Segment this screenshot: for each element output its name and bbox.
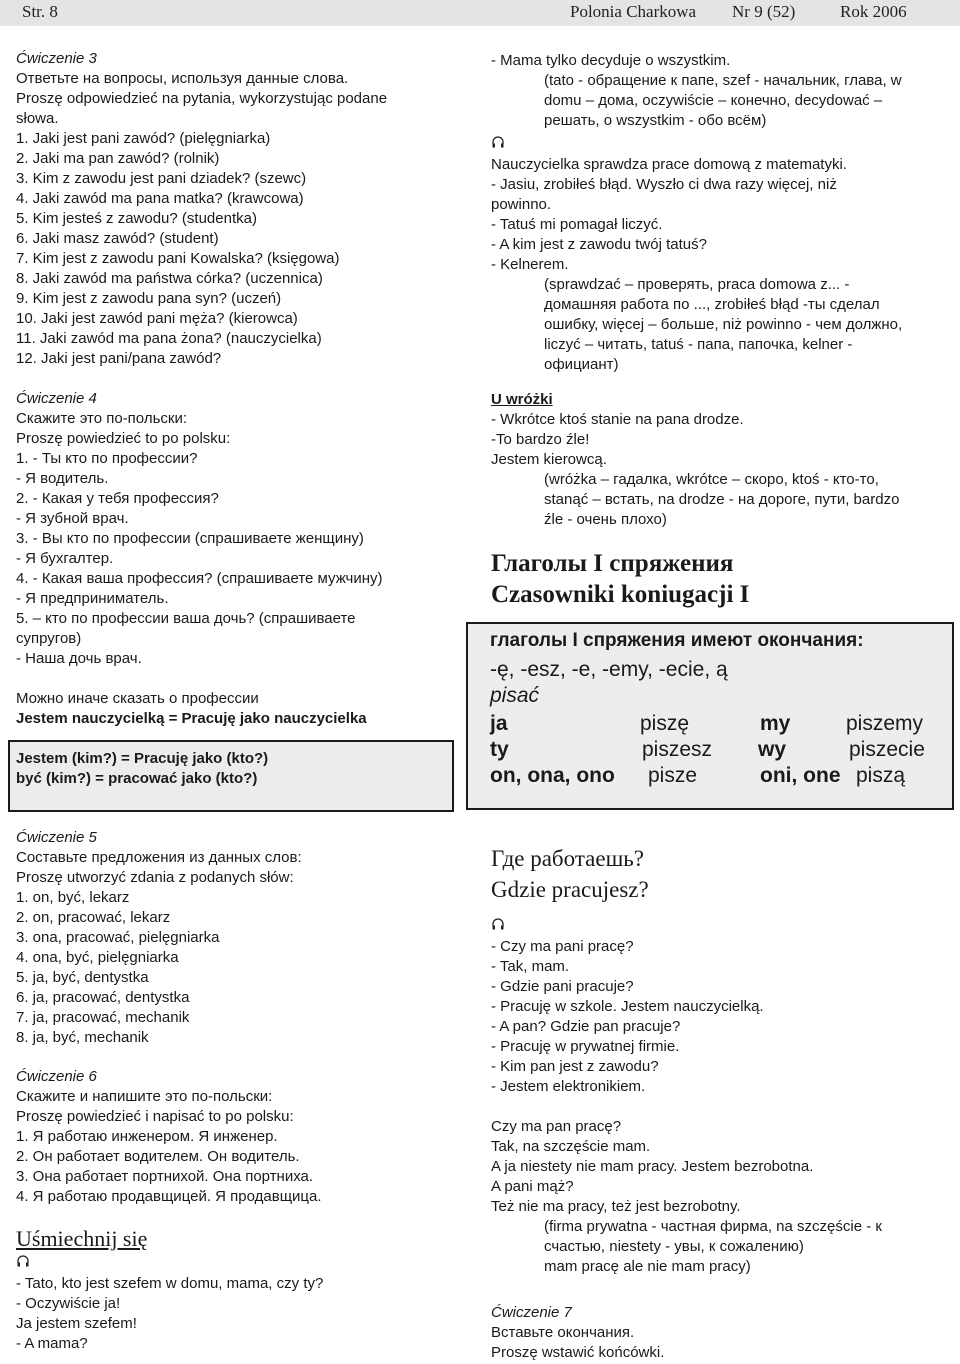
list-item: 6. Jaki masz zawód? (student) (16, 230, 219, 247)
verb-form: piszę (640, 712, 690, 735)
publication-title: Polonia Charkowa (570, 2, 697, 21)
gloss-line: официант) (544, 356, 619, 373)
list-item: 11. Jaki zawód ma pana żona? (nauczycielka) (16, 330, 322, 347)
list-item: - Я зубной врач. (16, 510, 129, 527)
verbs-title-ru: Глаголы I спряжения (491, 550, 734, 577)
list-item: 1. Jaki jest pani zawód? (pielęgniarka) (16, 130, 271, 147)
gloss-line: счастью, niestety - увы, к сожалению) (544, 1238, 804, 1255)
list-item: Скажите и напишите это по-польски: (16, 1088, 273, 1105)
joke-title: Uśmiechnij się (16, 1226, 148, 1251)
pronoun: oni, one (760, 764, 841, 787)
list-item: - Mama tylko decyduje o wszystkim. (491, 52, 731, 69)
gloss-line: stanąć – встать, na drodze - на дороге, пути, bardzo (544, 491, 900, 508)
list-item: - A mama? (16, 1335, 88, 1352)
profession-note: Можно иначе сказать о профессии (16, 690, 259, 707)
list-item: Ja jestem szefem! (16, 1315, 137, 1332)
list-item: - Gdzie pani pracuje? (491, 978, 634, 995)
list-item: 1. - Ты кто по профессии? (16, 450, 198, 467)
gloss-line: (tato - обращение к папе, szef - начальник, глава, w (544, 72, 902, 89)
list-item: 3. Она работает портнихой. Она портниха. (16, 1168, 314, 1185)
gloss-line: (sprawdzać – проверять, praca domowa z... - (544, 276, 850, 293)
list-item: 3. ona, pracować, pielęgniarka (16, 929, 220, 946)
page-number: Str. 8 (22, 2, 58, 21)
work-section (491, 843, 951, 1277)
list-item: - Tatuś mi pomagał liczyć. (491, 216, 663, 233)
list-item: - Pracuję w prywatnej firmie. (491, 1038, 680, 1055)
list-item: Вставьте окончания. (491, 1324, 635, 1341)
grammar-box-left (8, 740, 454, 812)
exercise-4-title: Ćwiczenie 4 (16, 390, 97, 407)
grammar-box-line: Jestem (kim?) = Pracuję jako (kto?) (16, 750, 269, 767)
exercise-7-section (491, 1303, 951, 1363)
list-item: 8. Jaki zawód ma państwa córka? (uczennica) (16, 270, 323, 287)
list-item: Proszę powiedzieć to po polsku: (16, 430, 231, 447)
list-item: Jestem kierowcą. (491, 451, 607, 468)
list-item: 7. Kim jest z zawodu pani Kowalska? (księgowa) (16, 250, 340, 267)
list-item: Proszę utworzyć zdania z podanych słów: (16, 869, 294, 886)
list-item: 2. on, pracować, lekarz (16, 909, 171, 926)
exercise-5-section (16, 828, 456, 1048)
list-item: Też nie ma pracy, też jest bezrobotny. (491, 1198, 741, 1215)
list-item: 5. – кто по профессии ваша дочь? (спрашиваете (16, 610, 356, 627)
verb-form: piszą (856, 764, 906, 787)
list-item: Составьте предложения из данных слов: (16, 849, 302, 866)
pronoun: wy (758, 738, 787, 761)
verbs-title-pl: Czasowniki koniugacji I (491, 581, 750, 608)
gloss-line: liczyć – читать, tatuś - папа, папочка, kelner - (544, 336, 853, 353)
list-item: 7. ja, pracować, mechanik (16, 1009, 190, 1026)
exercise-7-title: Ćwiczenie 7 (491, 1304, 572, 1321)
headphones-icon (16, 1254, 456, 1274)
conjugation-box-heading: глаголы I спряжения имеют окончания: (490, 630, 864, 651)
list-item: 3. Kim z zawodu jest pani dziadek? (szewc) (16, 170, 307, 187)
list-item: 10. Jaki jest zawód pani męża? (kierowca) (16, 310, 298, 327)
list-item: 2. Он работает водителем. Он водитель. (16, 1148, 300, 1165)
list-item: - Я водитель. (16, 470, 109, 487)
list-item: - A pan? Gdzie pan pracuje? (491, 1018, 681, 1035)
headphones-icon (491, 917, 951, 937)
pronoun: on, ona, ono (490, 764, 615, 787)
verb-form: piszecie (849, 738, 925, 761)
list-item: 5. ja, być, dentystka (16, 969, 149, 986)
gloss-line: решать, o wszystkim - обо всём) (544, 112, 767, 129)
list-item: Tak, na szczęście mam. (491, 1138, 651, 1155)
list-item: 5. Kim jesteś z zawodu? (studentka) (16, 210, 257, 227)
list-item: - Tak, mam. (491, 958, 570, 975)
exercise-6-section (16, 1067, 456, 1207)
page-header (0, 0, 960, 26)
list-item: 2. - Какая у тебя профессия? (16, 490, 219, 507)
list-item: - Pracuję w szkole. Jestem nauczycielką. (491, 998, 764, 1015)
list-item: 1. Я работаю инженером. Я инженер. (16, 1128, 278, 1145)
headphones-icon (491, 131, 951, 155)
pronoun: ty (490, 738, 509, 761)
verbs-heading (491, 548, 951, 610)
exercise-6-title: Ćwiczenie 6 (16, 1068, 97, 1085)
verb-infinitive: pisać (490, 684, 540, 707)
work-title-pl: Gdzie pracujesz? (491, 877, 649, 902)
issue-number: Nr 9 (52) (732, 2, 796, 21)
exercise-3-instruction-pl-cont: słowa. (16, 110, 59, 127)
list-item: - Я предприниматель. (16, 590, 169, 607)
list-item: 1. on, być, lekarz (16, 889, 130, 906)
list-item: 4. Jaki zawód ma pana matka? (krawcowa) (16, 190, 304, 207)
list-item: 9. Kim jest z zawodu pana syn? (uczeń) (16, 290, 282, 307)
conjugation-box (466, 622, 954, 810)
list-item: - Wkrótce ktoś stanie na pana drodze. (491, 411, 744, 428)
fortune-title: U wróżki (491, 391, 553, 408)
pronoun: ja (490, 712, 508, 735)
gloss-line: ошибку, więcej – больше, niż powinno - чем должно, (544, 316, 903, 333)
list-item: - Jasiu, zrobiłeś błąd. Wyszło ci dwa razy więcej, niż (491, 176, 837, 193)
list-item: - Я бухгалтер. (16, 550, 114, 567)
list-item: 12. Jaki jest pani/pana zawód? (16, 350, 222, 367)
list-item: супругов) (16, 630, 82, 647)
list-item: - Jestem elektronikiem. (491, 1078, 646, 1095)
list-item: - Czy ma pani pracę? (491, 938, 634, 955)
pronoun: my (760, 712, 791, 735)
list-item: powinno. (491, 196, 552, 213)
list-item: 8. ja, być, mechanik (16, 1029, 149, 1046)
gloss-line: mam pracę ale nie mam pracy) (544, 1258, 751, 1275)
gloss-line: (wróżka – гадалка, wkrótce – скоро, ktoś - кто-то, (544, 471, 879, 488)
list-item: Proszę wstawić końcówki. (491, 1344, 665, 1361)
list-item: Nauczycielka sprawdza prace domową z matematyki. (491, 156, 847, 173)
joke-section (16, 1224, 456, 1354)
gloss-line: domu – дома, oczywiście – конечно, decydować – (544, 92, 883, 109)
list-item: Czy ma pan pracę? (491, 1118, 622, 1135)
exercise-3-instruction-pl: Proszę odpowiedzieć na pytania, wykorzystując podane (16, 90, 388, 107)
list-item: 4. Я работаю продавщицей. Я продавщица. (16, 1188, 322, 1205)
list-item: - Kim pan jest z zawodu? (491, 1058, 659, 1075)
exercise-4-section (16, 389, 456, 729)
work-title-ru: Где работаешь? (491, 846, 644, 871)
fortune-section (491, 390, 951, 530)
list-item: 3. - Вы кто по профессии (спрашиваете женщину) (16, 530, 364, 547)
gloss-line: домашняя работа по ..., zrobiłeś błąd -ты сделал (544, 296, 880, 313)
list-item: 4. ona, być, pielęgniarka (16, 949, 179, 966)
list-item: - A kim jest z zawodu twój tatuś? (491, 236, 707, 253)
exercise-3-instruction-ru: Ответьте на вопросы, используя данные слова. (16, 70, 349, 87)
grammar-box-line: być (kim?) = pracować jako (kto?) (16, 770, 258, 787)
exercise-3-title: Ćwiczenie 3 (16, 50, 97, 67)
profession-rule: Jestem nauczycielką = Pracuję jako nauczycielka (16, 710, 367, 727)
list-item: - Kelnerem. (491, 256, 569, 273)
exercise-3-section (16, 49, 456, 369)
gloss-line: źle - очень плохо) (544, 511, 667, 528)
list-item: 4. - Какая ваша профессия? (спрашиваете мужчину) (16, 570, 383, 587)
list-item: - Tato, kto jest szefem w domu, mama, czy ty? (16, 1275, 324, 1292)
gloss-line: (firma prywatna - частная фирма, na szczęście - к (544, 1218, 882, 1235)
list-item: - Наша дочь врач. (16, 650, 142, 667)
list-item: -To bardzo źle! (491, 431, 590, 448)
verb-form: pisze (648, 764, 698, 787)
joke-continuation (491, 51, 951, 375)
list-item: Скажите это по-польски: (16, 410, 187, 427)
list-item: 6. ja, pracować, dentystka (16, 989, 190, 1006)
endings-line: -ę, -esz, -e, -emy, -ecie, ą (490, 658, 728, 681)
verb-form: piszemy (846, 712, 924, 735)
list-item: - Oczywiście ja! (16, 1295, 121, 1312)
list-item: 2. Jaki ma pan zawód? (rolnik) (16, 150, 220, 167)
exercise-5-title: Ćwiczenie 5 (16, 829, 97, 846)
issue-year: Rok 2006 (840, 2, 907, 21)
verb-form: piszesz (642, 738, 713, 761)
list-item: A ja niestety nie mam pracy. Jestem bezrobotna. (491, 1158, 814, 1175)
list-item: A pani mąż? (491, 1178, 574, 1195)
list-item: Proszę powiedzieć i napisać to po polsku: (16, 1108, 294, 1125)
